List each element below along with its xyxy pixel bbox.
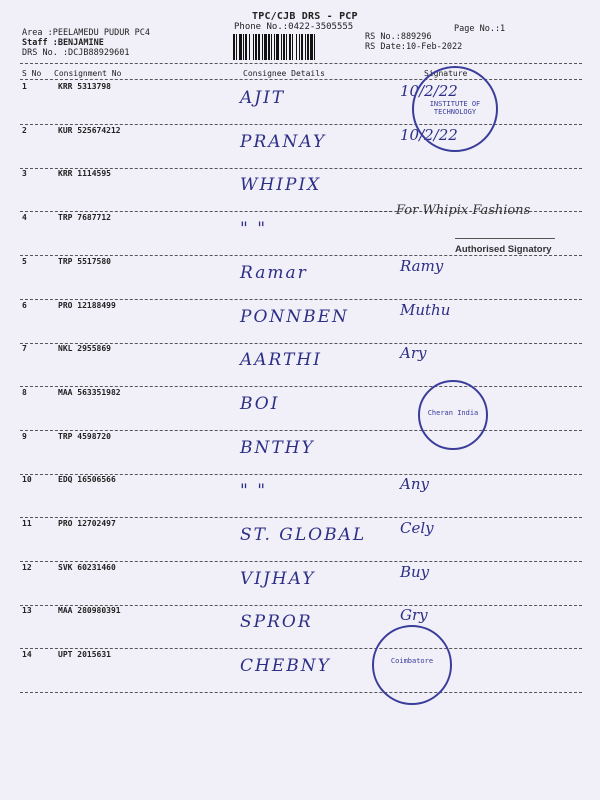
row-signature: Ary — [400, 344, 427, 363]
barcode-bar — [253, 34, 254, 60]
row-signature: Any — [400, 475, 429, 494]
row-receiver-name: BNTHY — [240, 437, 315, 458]
row-consignment-number: PRO 12702497 — [58, 519, 116, 528]
barcode-bar — [258, 34, 260, 60]
row-sno: 13 — [22, 606, 32, 616]
row-receiver-name: Ramar — [240, 262, 308, 283]
row-consignment-number: UPT 2015631 — [58, 650, 111, 660]
barcode-bar — [281, 34, 282, 60]
row-signature: 10/2/22 — [400, 125, 458, 144]
row-sno: 6 — [22, 300, 27, 310]
row-consignment-number: SVK 60231460 — [58, 562, 116, 572]
row-sno: 8 — [22, 387, 27, 397]
table-row — [0, 475, 600, 521]
row-receiver-name: CHEBNY — [240, 656, 331, 677]
barcode-bar — [283, 34, 285, 60]
row-consignment-number: KRR 5313798 — [58, 82, 111, 91]
row-receiver-name: PRANAY — [240, 131, 327, 152]
row-consignment-number: TRP 7687712 — [58, 213, 111, 223]
authorised-signatory-label: Authorised Signatory — [455, 244, 552, 255]
table-row — [0, 301, 600, 347]
table-row — [0, 344, 600, 390]
row-sno: 10 — [22, 475, 32, 485]
phone-number: Phone No.:0422-3505555 — [234, 22, 354, 32]
barcode-bar — [249, 34, 250, 60]
column-header-consignment: Consignment No — [54, 69, 122, 78]
row-consignment-number: MAA 563351982 — [58, 387, 121, 397]
barcode-bar — [262, 34, 263, 60]
barcode-bar — [289, 34, 291, 60]
barcode-bar — [274, 34, 275, 60]
barcode-bar — [305, 34, 306, 60]
barcode-bar — [233, 34, 235, 60]
row-receiver-name: PONNBEN — [240, 306, 349, 327]
table-row — [0, 82, 600, 128]
column-header-signature: Signature — [424, 69, 468, 78]
barcode-bar — [310, 34, 313, 60]
row-signature: Cely — [400, 519, 434, 537]
table-row — [0, 650, 600, 696]
row-signature: Muthu — [400, 300, 451, 319]
row-sno: 1 — [22, 82, 27, 91]
row-receiver-name: VIJHAY — [240, 568, 316, 589]
signatory-line — [455, 238, 555, 239]
column-header-sno: S No — [22, 69, 42, 78]
row-receiver-name: AJIT — [240, 88, 286, 108]
row-consignment-number: NKL 2955869 — [58, 344, 111, 354]
row-receiver-name: WHIPIX — [240, 175, 322, 196]
barcode-bar — [299, 34, 300, 60]
row-sno: 9 — [22, 431, 27, 441]
row-sno: 5 — [22, 256, 27, 266]
row-sno: 14 — [22, 650, 32, 660]
row-consignment-number: KRR 1114595 — [58, 169, 111, 179]
row-consignment-number: EDQ 16506566 — [58, 475, 116, 485]
row-sno: 4 — [22, 213, 27, 223]
barcode-bar — [286, 34, 287, 60]
row-receiver-name: ST. GLOBAL — [240, 525, 367, 545]
row-sno: 2 — [22, 125, 27, 135]
table-row — [0, 432, 600, 478]
row-consignment-number: PRO 12188499 — [58, 300, 116, 310]
row-divider — [20, 692, 582, 693]
table-row — [0, 126, 600, 172]
table-row — [0, 519, 600, 565]
row-consignment-number: KUR 525674212 — [58, 125, 121, 135]
page-number: Page No.:1 — [454, 24, 506, 34]
barcode-bar — [276, 34, 279, 60]
barcode-bar — [296, 34, 297, 60]
row-signature: 10/2/22 — [400, 82, 458, 100]
row-signature: Buy — [400, 562, 430, 581]
row-receiver-name: BOI — [240, 393, 280, 414]
staff-field: Staff :BENJAMINE — [22, 38, 104, 48]
coimbatore-seal-stamp: Coimbatore — [372, 625, 452, 705]
barcode — [233, 34, 361, 60]
row-receiver-name: SPROR — [240, 612, 313, 633]
row-consignment-number: TRP 5517580 — [58, 256, 111, 266]
table-row — [0, 606, 600, 652]
barcode-bar — [292, 34, 293, 60]
row-sno: 3 — [22, 169, 27, 179]
row-sno: 12 — [22, 562, 32, 572]
barcode-bar — [307, 34, 309, 60]
barcode-bar — [271, 34, 272, 60]
row-signature: Ramy — [400, 256, 444, 275]
row-receiver-name: AARTHI — [240, 350, 322, 371]
page-title: TPC/CJB DRS - PCP — [252, 11, 358, 22]
institute-seal-stamp: INSTITUTE OF TECHNOLOGY — [412, 66, 498, 152]
header-divider — [20, 63, 582, 64]
row-sno: 11 — [22, 519, 32, 528]
table-row — [0, 388, 600, 434]
area-field: Area :PEELAMEDU PUDUR PC4 — [22, 28, 150, 38]
row-receiver-name: " " — [240, 481, 268, 502]
row-receiver-name: " " — [240, 219, 268, 240]
rs-date: RS Date:10-Feb-2022 — [365, 42, 463, 52]
stamp-line — [360, 211, 392, 212]
row-signature: Gry — [400, 606, 428, 625]
table-row — [0, 257, 600, 303]
whipix-stamp: For Whipix Fashions — [396, 203, 531, 218]
row-sno: 7 — [22, 344, 27, 354]
barcode-bar — [268, 34, 270, 60]
barcode-bar — [243, 34, 244, 60]
barcode-bar — [255, 34, 257, 60]
header-divider-bottom — [20, 79, 582, 80]
company-seal-stamp: Cheran India — [418, 380, 488, 450]
barcode-bar — [236, 34, 237, 60]
column-header-details: Consignee Details — [243, 69, 325, 78]
table-row — [0, 563, 600, 609]
barcode-bar — [245, 34, 247, 60]
drs-number: DRS No. :DCJB88929601 — [22, 48, 130, 58]
barcode-bar — [314, 34, 315, 60]
row-consignment-number: MAA 280980391 — [58, 606, 121, 616]
barcode-bar — [264, 34, 267, 60]
rs-number: RS No.:889296 — [365, 32, 432, 42]
barcode-bar — [301, 34, 303, 60]
barcode-bar — [239, 34, 242, 60]
row-consignment-number: TRP 4598720 — [58, 431, 111, 441]
